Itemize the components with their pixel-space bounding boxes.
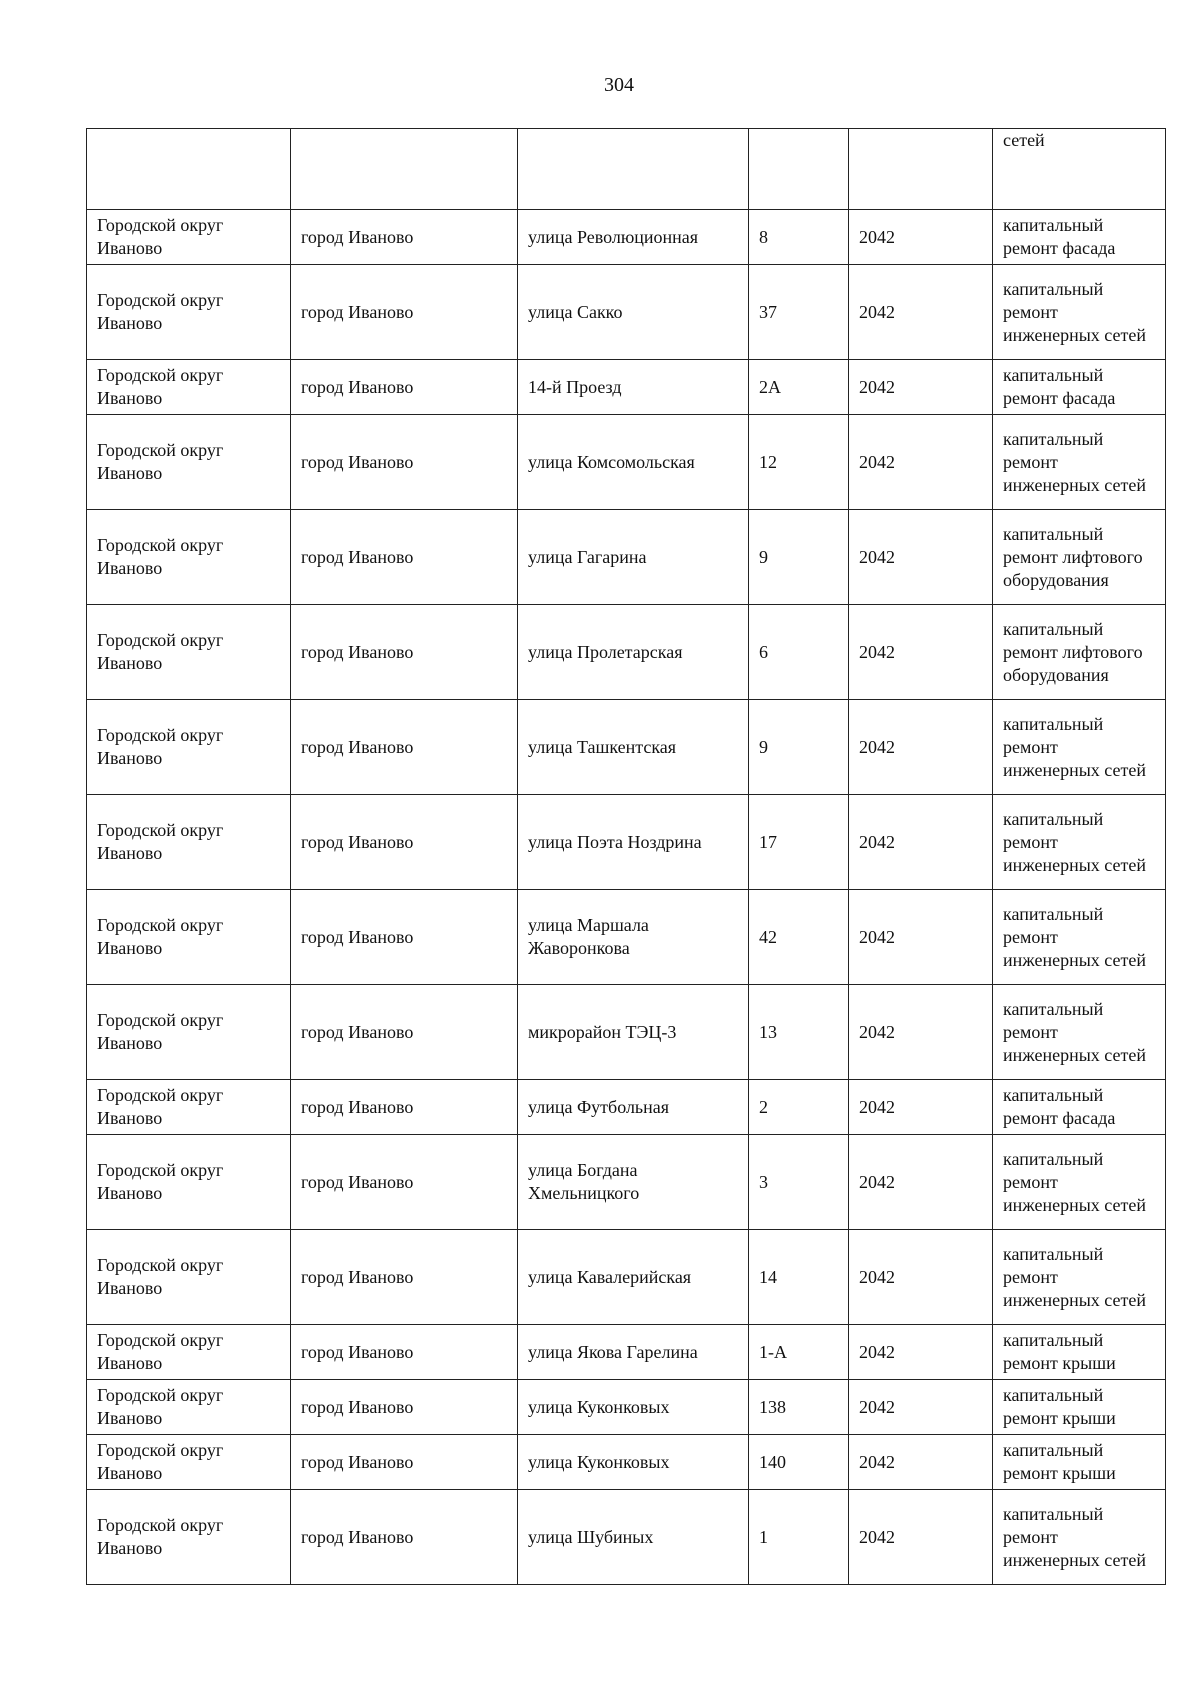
district-cell: Городской округ Иваново: [87, 1380, 291, 1435]
street-cell: улица Пролетарская: [518, 605, 749, 700]
house-cell: 14: [749, 1230, 849, 1325]
table-row: [87, 1230, 1166, 1325]
repair-schedule-table: [86, 128, 1166, 1585]
table-row: [87, 890, 1166, 985]
house-cell: 1-А: [749, 1325, 849, 1380]
house-cell: 2: [749, 1080, 849, 1135]
year-cell: 2042: [849, 1135, 993, 1230]
year-cell: 2042: [849, 360, 993, 415]
year-cell: 2042: [849, 265, 993, 360]
city-cell: город Иваново: [291, 1325, 518, 1380]
work-type-cell: капитальный ремонт крыши: [993, 1325, 1166, 1380]
street-cell: улица Поэта Ноздрина: [518, 795, 749, 890]
street-cell: улица Маршала Жаворонкова: [518, 890, 749, 985]
city-cell: город Иваново: [291, 890, 518, 985]
work-type-cell: капитальный ремонт инженерных сетей: [993, 890, 1166, 985]
work-type-cell: капитальный ремонт инженерных сетей: [993, 795, 1166, 890]
street-cell: улица Гагарина: [518, 510, 749, 605]
district-cell: Городской округ Иваново: [87, 360, 291, 415]
table-row: [87, 210, 1166, 265]
table-row: [87, 1380, 1166, 1435]
district-cell: Городской округ Иваново: [87, 605, 291, 700]
district-cell: Городской округ Иваново: [87, 890, 291, 985]
work-type-cell: капитальный ремонт лифтового оборудования: [993, 510, 1166, 605]
city-cell: город Иваново: [291, 985, 518, 1080]
district-cell: Городской округ Иваново: [87, 700, 291, 795]
district-cell: Городской округ Иваново: [87, 985, 291, 1080]
house-cell: 8: [749, 210, 849, 265]
house-cell: 37: [749, 265, 849, 360]
table-row: [87, 1080, 1166, 1135]
city-cell: город Иваново: [291, 1490, 518, 1585]
city-cell: город Иваново: [291, 700, 518, 795]
work-type-cell: капитальный ремонт крыши: [993, 1435, 1166, 1490]
city-cell: город Иваново: [291, 210, 518, 265]
house-cell: 140: [749, 1435, 849, 1490]
city-cell: город Иваново: [291, 795, 518, 890]
house-cell: 3: [749, 1135, 849, 1230]
district-cell: Городской округ Иваново: [87, 1080, 291, 1135]
city-cell: город Иваново: [291, 1435, 518, 1490]
work-type-cell: сетей: [993, 129, 1166, 210]
work-type-cell: капитальный ремонт инженерных сетей: [993, 1230, 1166, 1325]
street-cell: улица Шубиных: [518, 1490, 749, 1585]
street-cell: улица Кавалерийская: [518, 1230, 749, 1325]
table-row: [87, 265, 1166, 360]
work-type-cell: капитальный ремонт лифтового оборудования: [993, 605, 1166, 700]
table-body: [87, 129, 1166, 1585]
year-cell: 2042: [849, 510, 993, 605]
year-cell: 2042: [849, 700, 993, 795]
house-cell: 138: [749, 1380, 849, 1435]
city-cell: город Иваново: [291, 1135, 518, 1230]
table-row: [87, 1435, 1166, 1490]
city-cell: город Иваново: [291, 510, 518, 605]
district-cell: Городской округ Иваново: [87, 795, 291, 890]
street-cell: улица Футбольная: [518, 1080, 749, 1135]
street-cell: улица Богдана Хмельницкого: [518, 1135, 749, 1230]
city-cell: город Иваново: [291, 1380, 518, 1435]
city-cell: город Иваново: [291, 265, 518, 360]
street-cell: [518, 129, 749, 210]
table-row: [87, 415, 1166, 510]
house-cell: 17: [749, 795, 849, 890]
year-cell: 2042: [849, 1325, 993, 1380]
house-cell: 2А: [749, 360, 849, 415]
district-cell: Городской округ Иваново: [87, 415, 291, 510]
street-cell: улица Комсомольская: [518, 415, 749, 510]
table-row: [87, 1490, 1166, 1585]
year-cell: 2042: [849, 210, 993, 265]
street-cell: улица Революционная: [518, 210, 749, 265]
page-number: 304: [604, 74, 634, 96]
city-cell: город Иваново: [291, 415, 518, 510]
house-cell: 12: [749, 415, 849, 510]
table-row: [87, 1135, 1166, 1230]
year-cell: [849, 129, 993, 210]
year-cell: 2042: [849, 605, 993, 700]
table-row: [87, 510, 1166, 605]
street-cell: 14-й Проезд: [518, 360, 749, 415]
street-cell: улица Ташкентская: [518, 700, 749, 795]
work-type-cell: капитальный ремонт фасада: [993, 1080, 1166, 1135]
year-cell: 2042: [849, 1380, 993, 1435]
work-type-cell: капитальный ремонт инженерных сетей: [993, 265, 1166, 360]
district-cell: Городской округ Иваново: [87, 265, 291, 360]
district-cell: Городской округ Иваново: [87, 1135, 291, 1230]
year-cell: 2042: [849, 1230, 993, 1325]
year-cell: 2042: [849, 1435, 993, 1490]
table-row: [87, 795, 1166, 890]
table-row-continuation: [87, 129, 1166, 210]
table-row: [87, 360, 1166, 415]
street-cell: улица Куконковых: [518, 1435, 749, 1490]
district-cell: Городской округ Иваново: [87, 510, 291, 605]
district-cell: [87, 129, 291, 210]
city-cell: [291, 129, 518, 210]
year-cell: 2042: [849, 1080, 993, 1135]
house-cell: 42: [749, 890, 849, 985]
city-cell: город Иваново: [291, 1230, 518, 1325]
table-row: [87, 700, 1166, 795]
house-cell: 9: [749, 510, 849, 605]
house-cell: 6: [749, 605, 849, 700]
city-cell: город Иваново: [291, 360, 518, 415]
district-cell: Городской округ Иваново: [87, 1435, 291, 1490]
street-cell: улица Сакко: [518, 265, 749, 360]
street-cell: улица Куконковых: [518, 1380, 749, 1435]
city-cell: город Иваново: [291, 1080, 518, 1135]
table-row: [87, 985, 1166, 1080]
year-cell: 2042: [849, 1490, 993, 1585]
district-cell: Городской округ Иваново: [87, 1490, 291, 1585]
house-cell: 9: [749, 700, 849, 795]
year-cell: 2042: [849, 415, 993, 510]
work-type-cell: капитальный ремонт крыши: [993, 1380, 1166, 1435]
house-cell: 13: [749, 985, 849, 1080]
house-cell: 1: [749, 1490, 849, 1585]
work-type-cell: капитальный ремонт инженерных сетей: [993, 1135, 1166, 1230]
house-cell: [749, 129, 849, 210]
district-cell: Городской округ Иваново: [87, 1230, 291, 1325]
work-type-cell: капитальный ремонт фасада: [993, 360, 1166, 415]
year-cell: 2042: [849, 890, 993, 985]
work-type-cell: капитальный ремонт фасада: [993, 210, 1166, 265]
year-cell: 2042: [849, 795, 993, 890]
city-cell: город Иваново: [291, 605, 518, 700]
district-cell: Городской округ Иваново: [87, 210, 291, 265]
work-type-cell: капитальный ремонт инженерных сетей: [993, 985, 1166, 1080]
work-type-cell: капитальный ремонт инженерных сетей: [993, 1490, 1166, 1585]
district-cell: Городской округ Иваново: [87, 1325, 291, 1380]
work-type-cell: капитальный ремонт инженерных сетей: [993, 700, 1166, 795]
work-type-cell: капитальный ремонт инженерных сетей: [993, 415, 1166, 510]
table-row: [87, 605, 1166, 700]
table-row: [87, 1325, 1166, 1380]
year-cell: 2042: [849, 985, 993, 1080]
street-cell: улица Якова Гарелина: [518, 1325, 749, 1380]
street-cell: микрорайон ТЭЦ-3: [518, 985, 749, 1080]
